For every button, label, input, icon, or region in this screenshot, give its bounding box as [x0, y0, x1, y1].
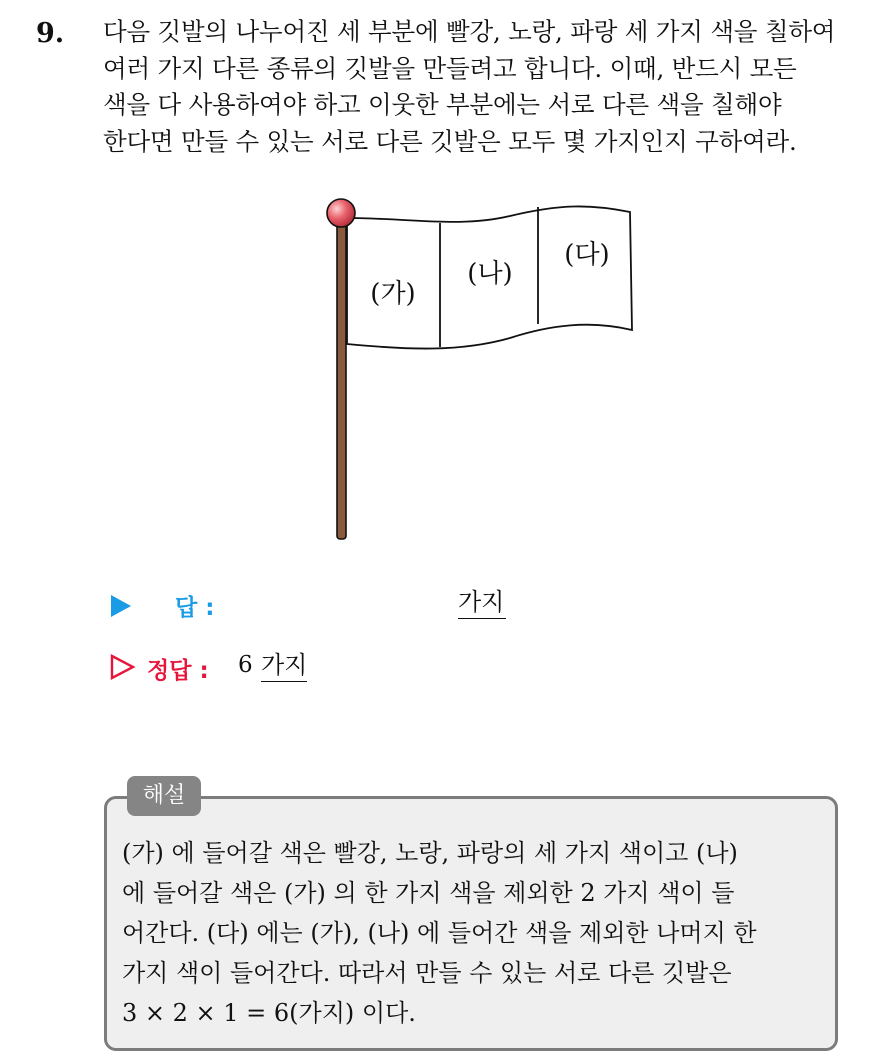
answer-label: 답 : [175, 595, 215, 621]
explanation-tab: 해설 [127, 776, 201, 816]
flag-section-label: (나) [467, 259, 513, 289]
question-number: 9. [36, 18, 65, 49]
explanation-line: 에 들어갈 색은 (가) 의 한 가지 색을 제외한 2 가지 색이 들 [122, 879, 735, 907]
correct-answer-label: 정답 : [147, 658, 209, 684]
correct-answer-row [110, 648, 610, 688]
flag-section-label: (다) [564, 240, 610, 270]
correct-answer-value: 6 [238, 652, 253, 678]
explanation-line: 어간다. (다) 에는 (가), (나) 에 들어간 색을 제외한 나머지 한 [122, 919, 757, 947]
correct-answer-unit: 가지 [261, 650, 307, 682]
flag-knob [327, 199, 355, 227]
flag-pole [337, 220, 346, 539]
explanation-text [122, 833, 832, 1033]
answer-row [111, 585, 611, 625]
flag-section-label: (가) [370, 279, 416, 309]
answer-unit: 가지 [458, 588, 505, 616]
question-text [103, 14, 863, 160]
outline-triangle-icon [110, 654, 136, 680]
question-line: 다음 깃발의 나누어진 세 부분에 빨강, 노랑, 파랑 세 가지 색을 칠하여 [103, 17, 836, 46]
explanation-line: 3 × 2 × 1 = 6(가지) 이다. [122, 999, 416, 1027]
question-line: 여러 가지 다른 종류의 깃발을 만들려고 합니다. 이때, 반드시 모든 [103, 53, 797, 83]
question-line: 한다면 만들 수 있는 서로 다른 깃발은 모두 몇 가지인지 구하여라. [103, 126, 797, 156]
answer-blank[interactable] [458, 587, 506, 619]
question-line: 색을 다 사용하여야 하고 이웃한 부분에는 서로 다른 색을 칠해야 [103, 90, 782, 119]
explanation-line: 가지 색이 들어간다. 따라서 만들 수 있는 서로 다른 깃발은 [122, 959, 732, 987]
explanation-line: (가) 에 들어갈 색은 빨강, 노랑, 파랑의 세 가지 색이고 (나) [122, 839, 738, 867]
flag-figure [320, 190, 650, 550]
play-triangle-icon [111, 595, 131, 617]
